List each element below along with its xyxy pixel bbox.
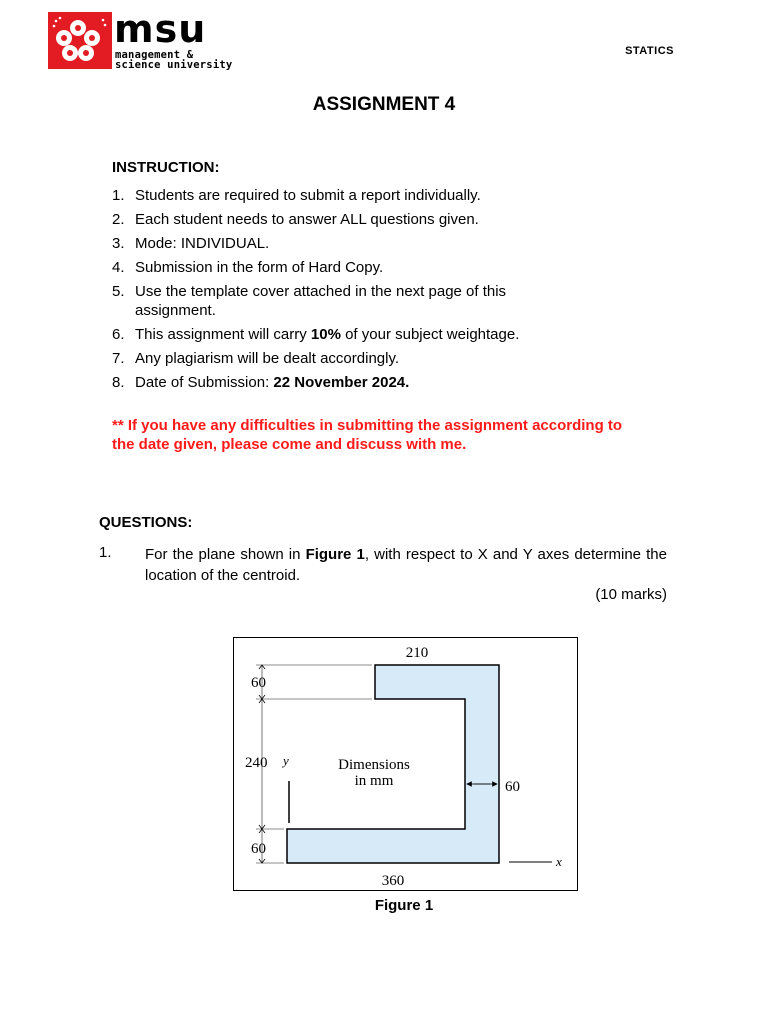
question-text	[145, 544, 667, 586]
item-text: Any plagiarism will be dealt accordingly.	[135, 350, 400, 367]
item-number: 5.	[112, 283, 125, 300]
dim-right-label: 60	[505, 779, 520, 795]
dim-left-bottom-label: 60	[251, 841, 266, 857]
instruction-item	[112, 210, 582, 229]
questions-heading: QUESTIONS:	[99, 514, 193, 531]
dimensions-label: Dimensions	[338, 757, 410, 773]
dim-left-top-label: 60	[251, 675, 266, 691]
instruction-item	[112, 325, 582, 344]
subject-label: STATICS	[625, 45, 674, 57]
item-text-post: of your subject weightage.	[340, 326, 520, 343]
x-axis-label: x	[556, 854, 562, 869]
warning-note: ** If you have any difficulties in submitting the assignment according to the date given, please come and discuss with me.	[112, 417, 623, 453]
logo-subtitle	[115, 50, 232, 70]
question-marks: (10 marks)	[595, 586, 667, 603]
item-number: 7.	[112, 350, 125, 367]
item-number: 8.	[112, 374, 125, 391]
question-text-post: , with respect to X and Y axes determine the location of the centroid.	[145, 546, 667, 584]
item-number: 4.	[112, 259, 125, 276]
item-text: Students are required to submit a report individually.	[135, 187, 481, 204]
page-title: ASSIGNMENT 4	[312, 94, 456, 115]
dim-top-label: 210	[405, 645, 429, 661]
logo-subtitle-line2: science university	[115, 59, 233, 71]
centroid-shape-diagram	[234, 638, 576, 889]
hibiscus-logo-icon	[48, 12, 112, 69]
item-number: 1.	[112, 187, 125, 204]
instruction-item	[112, 186, 582, 205]
question-text-pre: For the plane shown in	[145, 546, 306, 563]
item-number: 2.	[112, 211, 125, 228]
item-text-pre: Date of Submission:	[135, 374, 274, 391]
item-text: Submission in the form of Hard Copy.	[135, 259, 384, 276]
logo-subtitle-line1: management &	[115, 49, 194, 61]
item-text: Use the template cover attached in the next page of this assignment.	[135, 283, 507, 319]
dim-bottom-label: 360	[381, 873, 405, 889]
instruction-heading: INSTRUCTION:	[112, 159, 220, 176]
instruction-item	[112, 282, 582, 320]
item-text-pre: This assignment will carry	[135, 326, 311, 343]
submission-date: 22 November 2024.	[273, 374, 410, 391]
figure-caption: Figure 1	[374, 897, 434, 914]
dim-left-mid-label: 240	[245, 755, 268, 771]
item-text: Mode: INDIVIDUAL.	[135, 235, 270, 252]
instruction-item	[112, 373, 582, 392]
logo-wordmark: msu	[114, 7, 207, 51]
units-label: in mm	[354, 773, 394, 789]
item-number: 3.	[112, 235, 125, 252]
item-text: Each student needs to answer ALL questions given.	[135, 211, 479, 228]
weightage-value: 10%	[310, 326, 341, 343]
item-number: 6.	[112, 326, 125, 343]
figure-1	[233, 637, 578, 891]
instruction-item	[112, 349, 582, 368]
msu-logo	[48, 7, 233, 71]
instruction-list	[112, 186, 582, 397]
question-number: 1.	[99, 544, 112, 561]
figure-reference: Figure 1	[305, 546, 365, 563]
instruction-item	[112, 258, 582, 277]
instruction-item	[112, 234, 582, 253]
y-axis-label: y	[283, 753, 289, 768]
